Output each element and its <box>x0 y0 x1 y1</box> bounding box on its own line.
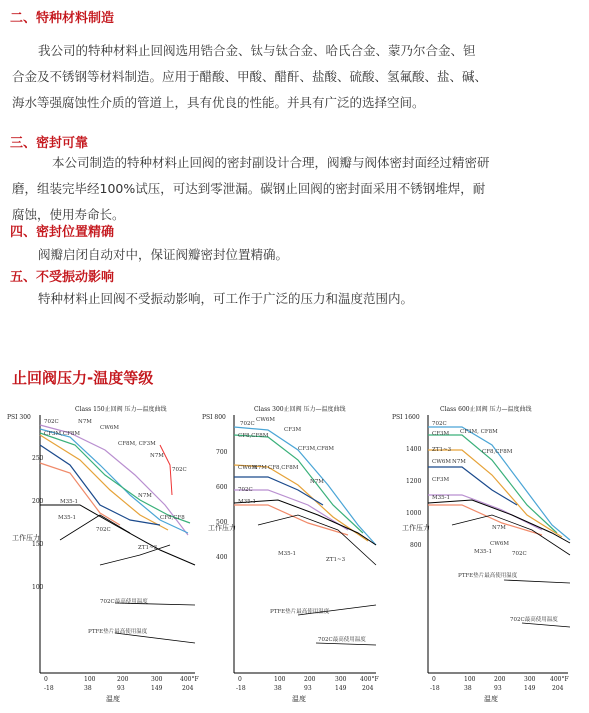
curve-label: CW6M <box>238 465 257 471</box>
curve-label: N7M <box>150 453 164 459</box>
x-tick: 400°F <box>180 676 199 683</box>
y-tick: 800 <box>410 542 422 549</box>
curve-label: M35-1 <box>278 551 296 557</box>
curve-label: ZT1~3 <box>326 557 346 563</box>
legend-ptfe: PTFE垫片最高使用温度 <box>458 573 518 579</box>
x-tick: 100 <box>84 676 96 683</box>
curve-label: CW6M <box>490 541 509 547</box>
x-tick-c: -18 <box>236 685 246 692</box>
legend-line-ptfe <box>504 580 570 583</box>
section-5-line: 特种材料止回阀不受振动影响，可工作于广泛的压力和温度范围内。 <box>38 291 414 306</box>
curve-label: M35-1 <box>238 499 256 505</box>
x-tick-c: 204 <box>182 685 194 692</box>
chart-class-150-svg <box>0 405 200 710</box>
y-tick: 400 <box>216 554 228 561</box>
curve-label: ZT1~3 <box>138 545 158 551</box>
x-tick-c: -18 <box>44 685 54 692</box>
y-tick: 700 <box>216 449 228 456</box>
curve-label: M35-1 <box>60 499 78 505</box>
section-2-body <box>12 38 558 116</box>
curve-label: CF3M <box>284 427 302 433</box>
curve-label: N7M <box>492 525 506 531</box>
curve-m35 <box>234 500 376 545</box>
x-tick: 100 <box>464 676 476 683</box>
legend-702c: 702C最高使用温度 <box>318 637 366 643</box>
curve-label: 702C <box>238 487 253 493</box>
curve-label: M35-1 <box>432 495 450 501</box>
x-tick-c: 149 <box>151 685 163 692</box>
y-tick: PSI 1600 <box>392 414 420 421</box>
section-4-body <box>38 242 558 268</box>
section-3-title: 三、密封可靠 <box>10 136 89 151</box>
chart-title: Class 600止回阀 压力—温度曲线 <box>440 406 532 413</box>
section-2-line: 我公司的特种材料止回阀选用锆合金、钛与钛合金、哈氏合金、蒙乃尔合金、钽 <box>38 43 476 58</box>
y-tick: PSI 300 <box>7 414 31 421</box>
x-tick: 200 <box>494 676 506 683</box>
legend-ptfe: PTFE垫片最高使用温度 <box>270 609 330 615</box>
curve-zt <box>100 545 170 565</box>
curve-label: N7M <box>452 459 466 465</box>
curve-label: 702C <box>512 551 527 557</box>
y-tick: 150 <box>32 541 44 548</box>
curve-zt <box>452 515 570 555</box>
x-tick-c: 38 <box>464 685 472 692</box>
chart-class-600-svg <box>392 405 588 710</box>
chart-title: Class 150止回阀 压力—温度曲线 <box>75 406 167 413</box>
y-tick: 200 <box>32 498 44 505</box>
chart-class-300-svg <box>198 405 388 710</box>
x-tick: 0 <box>44 676 48 683</box>
x-tick-c: 38 <box>84 685 92 692</box>
x-tick: 300 <box>524 676 536 683</box>
x-tick: 300 <box>151 676 163 683</box>
curve-label: CF3M,CF8M <box>44 431 81 437</box>
y-tick: 1400 <box>406 446 422 453</box>
x-label: 温度 <box>484 695 498 703</box>
x-tick: 0 <box>432 676 436 683</box>
legend-702c: 702C最高使用温度 <box>510 617 558 623</box>
section-5-body <box>38 286 558 312</box>
curve-label: CF8M, CF3M <box>118 441 156 447</box>
legend-line-702c <box>316 643 376 645</box>
curve-label: 702C <box>172 467 187 473</box>
curve-label: N7M <box>138 493 152 499</box>
x-tick-c: 93 <box>304 685 312 692</box>
x-tick-c: 149 <box>335 685 347 692</box>
curve-label: CF3M,CF8M <box>298 446 335 452</box>
x-tick: 100 <box>274 676 286 683</box>
curve-label: CF8,CF8 <box>160 515 185 521</box>
x-tick: 400°F <box>550 676 569 683</box>
chart-class-300 <box>198 405 388 710</box>
curve-label: N7M <box>253 465 267 471</box>
section-2-line: 合金及不锈钢等材料制造。应用于醋酸、甲酸、醋酐、盐酸、硫酸、氢氟酸、盐、碱、 <box>12 69 488 84</box>
legend-702c: 702C最高使用温度 <box>100 599 148 605</box>
x-tick: 400°F <box>360 676 379 683</box>
section-3-line: 本公司制造的特种材料止回阀的密封副设计合理，阀瓣与阀体密封面经过精密研 <box>52 155 490 170</box>
curve-label: M35-1 <box>58 515 76 521</box>
curve-label: 702C <box>44 419 59 425</box>
x-tick-c: 93 <box>494 685 502 692</box>
y-tick: 250 <box>32 455 44 462</box>
section-4-title: 四、密封位置精确 <box>10 225 115 240</box>
curve-label: M35-1 <box>474 549 492 555</box>
curve-label: CW6M <box>100 425 119 431</box>
curve-label: CF3M <box>432 477 450 483</box>
x-tick-c: 204 <box>552 685 564 692</box>
x-tick-c: 204 <box>362 685 374 692</box>
curve-label: CF8,CF8M <box>238 433 269 439</box>
section-3-body <box>12 150 558 228</box>
x-label: 温度 <box>106 695 120 703</box>
x-tick-c: -18 <box>430 685 440 692</box>
y-tick: 500 <box>216 519 228 526</box>
x-tick-c: 38 <box>274 685 282 692</box>
y-label-char: 工作压力 <box>12 534 40 542</box>
x-tick-c: 93 <box>117 685 125 692</box>
legend-ptfe: PTFE垫片最高使用温度 <box>88 629 148 635</box>
y-label <box>12 533 40 542</box>
y-tick: 1200 <box>406 478 422 485</box>
curve-label: 702C <box>240 421 255 427</box>
y-tick: PSI 800 <box>202 414 226 421</box>
legend-line-702c <box>522 623 570 627</box>
curve-label: CW6M <box>256 417 275 423</box>
x-tick: 0 <box>238 676 242 683</box>
section-5-title: 五、不受振动影响 <box>10 270 115 285</box>
x-tick: 300 <box>335 676 347 683</box>
curve-label: CW6M <box>432 459 451 465</box>
curve-cf3m <box>40 433 190 523</box>
section-3-line: 磨，组装完毕经100%试压，可达到零泄漏。碳钢止回阀的密封面采用不锈钢堆焊，耐 <box>12 181 486 196</box>
curve-702c <box>428 505 542 535</box>
x-tick: 200 <box>304 676 316 683</box>
y-label: 工作压力 <box>208 524 236 532</box>
y-tick: 100 <box>32 584 44 591</box>
y-tick: 600 <box>216 484 228 491</box>
curve-cw6m <box>234 427 376 545</box>
section-2-title: 二、特种材料制造 <box>10 11 115 26</box>
curve-zt <box>258 515 376 565</box>
x-tick-c: 149 <box>524 685 536 692</box>
curve-n7m-2 <box>234 490 348 530</box>
curve-label: N7M <box>78 419 92 425</box>
curve-label: 702C <box>96 527 111 533</box>
y-tick: 1000 <box>406 510 422 517</box>
curve-label: ZT1~3 <box>432 447 452 453</box>
curve-label: CF3M <box>432 431 450 437</box>
x-label: 温度 <box>292 695 306 703</box>
section-4-line: 阀瓣启闭自动对中，保证阀瓣密封位置精确。 <box>38 247 289 262</box>
chart-class-600 <box>392 405 588 710</box>
curve-label: CF3M, CF8M <box>460 429 498 435</box>
curve-label: N7M <box>310 479 324 485</box>
chart-class-150 <box>0 405 200 710</box>
section-3-line: 腐蚀，使用寿命长。 <box>12 207 125 222</box>
curve-label: CF8,CF8M <box>268 465 299 471</box>
curve-label: CF8,CF8M <box>482 449 513 455</box>
chart-title: Class 300止回阀 压力—温度曲线 <box>254 406 346 413</box>
section-2-line: 海水等强腐蚀性介质的管道上，具有优良的性能。并具有广泛的选择空间。 <box>12 95 425 110</box>
y-label: 工作压力 <box>402 524 430 532</box>
curve-label: 702C <box>432 421 447 427</box>
x-tick: 200 <box>117 676 129 683</box>
chart-heading: 止回阀压力-温度等级 <box>12 369 154 387</box>
